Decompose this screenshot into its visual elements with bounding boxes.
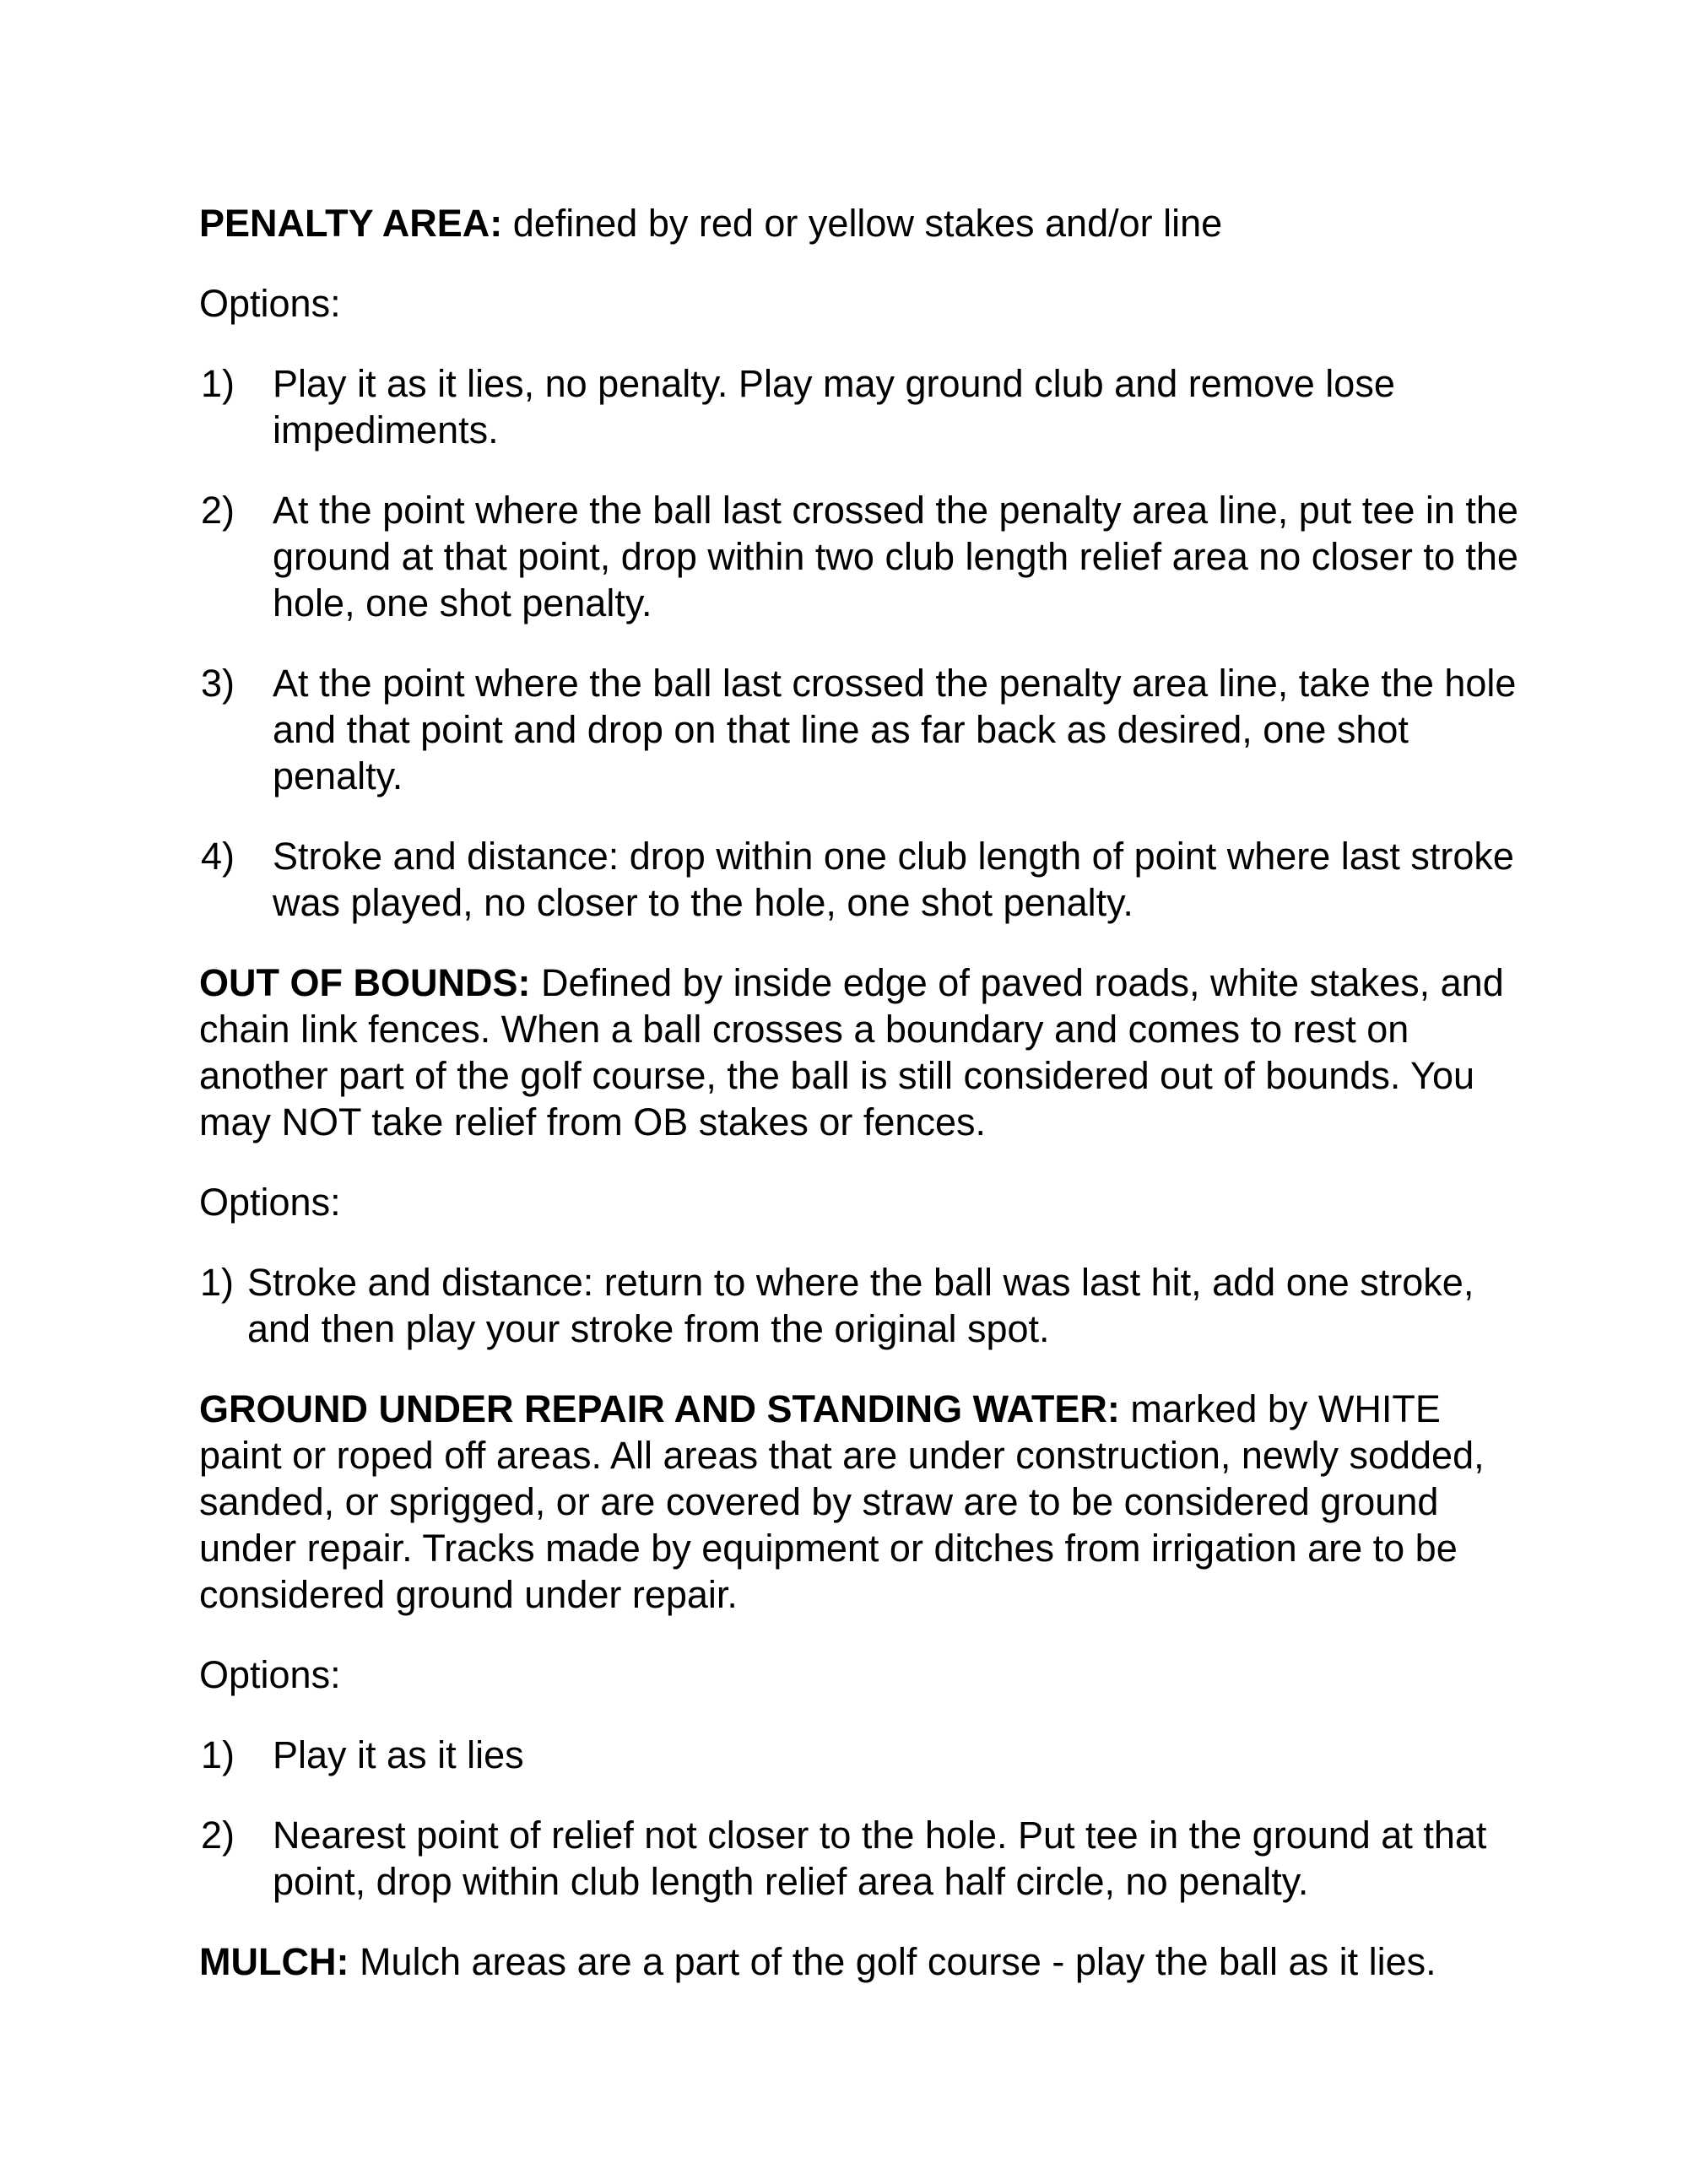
list-item bbox=[199, 1812, 1617, 1905]
item-marker: 2) bbox=[201, 1814, 235, 1857]
item-marker: 2) bbox=[201, 489, 235, 532]
item-marker: 1) bbox=[200, 1261, 235, 1304]
out-of-bounds-paragraph bbox=[199, 960, 1617, 1145]
item-marker: 1) bbox=[201, 362, 235, 405]
ground-under-repair-heading-rest: marked by WHITE bbox=[1119, 1387, 1441, 1430]
list-item bbox=[199, 833, 1617, 926]
document-content bbox=[199, 200, 1617, 1985]
out-of-bounds-heading: OUT OF BOUNDS: bbox=[199, 961, 531, 1004]
item-line: Stroke and distance: return to where the ball was last hit, add one stroke, bbox=[247, 1261, 1474, 1304]
list-item bbox=[199, 660, 1617, 799]
ground-under-repair-paragraph bbox=[199, 1386, 1617, 1618]
paragraph-line bbox=[199, 1386, 1617, 1432]
list-item bbox=[199, 1732, 1617, 1778]
paragraph-line bbox=[199, 960, 1617, 1006]
mulch-heading: MULCH: bbox=[199, 1940, 349, 1983]
item-marker: 4) bbox=[201, 835, 235, 878]
paragraph-line: paint or roped off areas. All areas that are under construction, newly sodded, bbox=[199, 1434, 1485, 1477]
penalty-area-heading-rest: defined by red or yellow stakes and/or line bbox=[502, 202, 1223, 245]
item-line: At the point where the ball last crossed the penalty area line, put tee in the bbox=[273, 489, 1518, 532]
item-marker: 3) bbox=[201, 662, 235, 705]
item-line: and that point and drop on that line as far back as desired, one shot bbox=[273, 708, 1409, 751]
item-line: Play it as it lies bbox=[273, 1733, 524, 1776]
paragraph-line: considered ground under repair. bbox=[199, 1573, 738, 1616]
item-line: Nearest point of relief not closer to the hole. Put tee in the ground at that bbox=[273, 1814, 1487, 1857]
item-line: Play it as it lies, no penalty. Play may ground club and remove lose bbox=[273, 362, 1395, 405]
item-line: hole, one shot penalty. bbox=[273, 581, 652, 624]
paragraph-line: may NOT take relief from OB stakes or fences. bbox=[199, 1100, 986, 1143]
list-item bbox=[199, 1259, 1617, 1352]
penalty-area-heading: PENALTY AREA: bbox=[199, 202, 503, 245]
paragraph-line: chain link fences. When a ball crosses a boundary and comes to rest on bbox=[199, 1008, 1409, 1051]
item-line: point, drop within club length relief area half circle, no penalty. bbox=[273, 1860, 1309, 1903]
mulch-heading-rest: Mulch areas are a part of the golf course - play the ball as it lies. bbox=[349, 1940, 1436, 1983]
item-line: impediments. bbox=[273, 408, 499, 451]
list-item bbox=[199, 487, 1617, 626]
paragraph-line: under repair. Tracks made by equipment or ditches from irrigation are to be bbox=[199, 1527, 1458, 1570]
mulch-paragraph bbox=[199, 1938, 1617, 1985]
paragraph-line: sanded, or sprigged, or are covered by straw are to be considered ground bbox=[199, 1480, 1439, 1523]
item-line: Stroke and distance: drop within one club length of point where last stroke bbox=[273, 835, 1514, 878]
out-of-bounds-heading-rest: Defined by inside edge of paved roads, white stakes, and bbox=[530, 961, 1504, 1004]
ground-under-repair-options-label: Options: bbox=[199, 1653, 341, 1696]
item-marker: 1) bbox=[201, 1733, 235, 1776]
item-line: ground at that point, drop within two club length relief area no closer to the bbox=[273, 535, 1518, 578]
out-of-bounds-options-label: Options: bbox=[199, 1181, 341, 1224]
item-line: and then play your stroke from the original spot. bbox=[247, 1307, 1050, 1350]
list-item bbox=[199, 360, 1617, 453]
item-line: was played, no closer to the hole, one shot penalty. bbox=[273, 881, 1133, 924]
paragraph-line: another part of the golf course, the ball is still considered out of bounds. You bbox=[199, 1054, 1474, 1097]
item-line: penalty. bbox=[273, 754, 403, 797]
penalty-area-options-label: Options: bbox=[199, 282, 341, 325]
ground-under-repair-heading: GROUND UNDER REPAIR AND STANDING WATER: bbox=[199, 1387, 1120, 1430]
penalty-area-heading-para bbox=[199, 200, 1617, 246]
item-line: At the point where the ball last crossed the penalty area line, take the hole bbox=[273, 662, 1517, 705]
